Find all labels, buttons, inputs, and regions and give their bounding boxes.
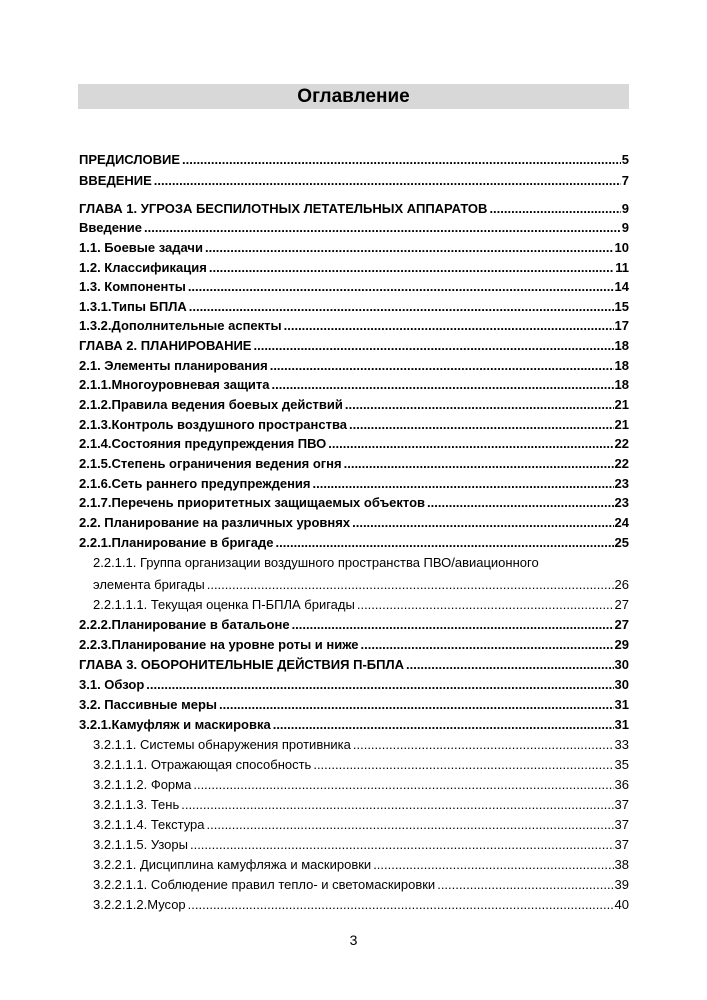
toc-entry-number: 2.1.5. — [79, 456, 112, 471]
toc-entry[interactable] — [79, 417, 629, 433]
toc-entry[interactable] — [93, 577, 629, 593]
toc-entry-title: 3.2.2.1.1. Соблюдение правил тепло- и светомаскировки — [93, 877, 436, 892]
toc-entry-page: 21 — [614, 417, 629, 432]
toc-entry[interactable] — [93, 757, 629, 773]
toc-entry-page: 23 — [614, 476, 629, 491]
toc-entry[interactable] — [79, 397, 629, 413]
toc-entry-page: 27 — [614, 617, 629, 632]
toc-entry-number: 2.2.1. — [79, 535, 112, 550]
toc-entry[interactable] — [79, 377, 629, 393]
toc-entry-page: 7 — [621, 173, 629, 188]
toc-entry-page: 30 — [614, 657, 629, 672]
toc-entry-title: 2.2. Планирование на различных уровнях — [79, 515, 351, 530]
dot-leader — [188, 279, 614, 295]
toc-entry-number: 1.3.1. — [79, 299, 112, 314]
toc-entry-title: Перечень приоритетных защищаемых объектов — [111, 495, 426, 510]
toc-entry-title: 3.2.2.1. Дисциплина камуфляжа и маскировки — [93, 857, 372, 872]
toc-entry-page: 23 — [614, 495, 629, 510]
toc-entry-title: элемента бригады — [93, 577, 205, 592]
toc-entry-page: 18 — [614, 358, 629, 373]
toc-entry-title: Планирование в батальоне — [111, 617, 290, 632]
toc-entry[interactable] — [93, 737, 629, 753]
toc-entry[interactable] — [79, 657, 629, 673]
toc-entry-title: 1.3. Компоненты — [79, 279, 186, 294]
toc-entry-title: 3.2.1.1.2. Форма — [93, 777, 192, 792]
toc-entry-title: Степень ограничения ведения огня — [111, 456, 342, 471]
toc-entry-number: 1.3.2. — [79, 318, 112, 333]
toc-entry[interactable] — [93, 777, 629, 793]
toc-entry[interactable] — [79, 456, 629, 472]
toc-entry-page: 31 — [614, 717, 629, 732]
dot-leader — [272, 377, 614, 393]
toc-entry-page: 26 — [614, 577, 629, 592]
toc-entry-title: 1.1. Боевые задачи — [79, 240, 203, 255]
toc-entry-text[interactable]: 2.2.1.1. Группа организации воздушного пространства ПВО/авиационного — [93, 555, 539, 570]
toc-entry-page: 25 — [614, 535, 629, 550]
dot-leader — [357, 597, 614, 613]
dot-leader — [345, 397, 614, 413]
toc-entry[interactable] — [93, 597, 629, 613]
toc-entry-title: Состояния предупреждения ПВО — [111, 436, 327, 451]
toc-entry[interactable] — [79, 476, 629, 492]
dot-leader — [349, 417, 614, 433]
dot-leader — [146, 677, 613, 693]
toc-entry-number: 2.1.4. — [79, 436, 112, 451]
toc-entry-page: 38 — [614, 857, 629, 872]
toc-entry-number: 2.1.2. — [79, 397, 112, 412]
toc-entry[interactable] — [79, 637, 629, 653]
toc-entry[interactable] — [79, 338, 629, 354]
toc-entry[interactable] — [79, 697, 629, 713]
toc-entry-title: Планирование в бригаде — [111, 535, 274, 550]
toc-entry-page: 17 — [614, 318, 629, 333]
dot-leader — [373, 857, 613, 873]
toc-entry-title: Правила ведения боевых действий — [111, 397, 343, 412]
toc-entry-title: Типы БПЛА — [111, 299, 187, 314]
dot-leader — [207, 577, 614, 593]
toc-entry-title: Контроль воздушного пространства — [111, 417, 347, 432]
toc-entry-title: Камуфляж и маскировка — [111, 717, 271, 732]
toc-entry-page: 29 — [614, 637, 629, 652]
dot-leader — [276, 535, 614, 551]
toc-entry[interactable] — [79, 495, 629, 511]
toc-entry-number: 2.1.1. — [79, 377, 112, 392]
toc-entry[interactable] — [79, 201, 629, 217]
toc-entry-page: 9 — [621, 201, 629, 216]
toc-entry[interactable] — [93, 857, 629, 873]
dot-leader — [270, 358, 614, 374]
toc-entry[interactable] — [93, 797, 629, 813]
dot-leader — [188, 897, 614, 913]
dot-leader — [219, 697, 614, 713]
dot-leader — [489, 201, 620, 217]
dot-leader — [154, 173, 621, 189]
toc-entry-page: 40 — [614, 897, 629, 912]
toc-entry-title: Мусор — [147, 897, 186, 912]
toc-entry-title: Введение — [79, 220, 142, 235]
toc-entry-title: ГЛАВА 1. УГРОЗА БЕСПИЛОТНЫХ ЛЕТАТЕЛЬНЫХ АППАРАТОВ — [79, 201, 488, 216]
toc-entry-number: 3.2.1. — [79, 717, 112, 732]
toc-entry[interactable] — [79, 436, 629, 452]
toc-entry-page: 27 — [614, 597, 629, 612]
dot-leader — [253, 338, 613, 354]
toc-entry-page: 18 — [614, 377, 629, 392]
toc-entry[interactable] — [79, 152, 629, 168]
toc-entry[interactable] — [79, 677, 629, 693]
toc-entry-page: 39 — [614, 877, 629, 892]
toc-entry-title: 1.2. Классификация — [79, 260, 207, 275]
toc-entry-page: 37 — [614, 797, 629, 812]
dot-leader — [328, 436, 613, 452]
toc-entry-page: 22 — [614, 436, 629, 451]
toc-entry-title: 2.2.1.1.1. Текущая оценка П-БПЛА бригады — [93, 597, 355, 612]
dot-leader — [292, 617, 614, 633]
dot-leader — [209, 260, 614, 276]
toc-entry[interactable] — [79, 717, 629, 733]
dot-leader — [181, 797, 613, 813]
toc-entry[interactable] — [79, 617, 629, 633]
toc-entry-title: 3.2.1.1.1. Отражающая способность — [93, 757, 312, 772]
toc-entry-title: Многоуровневая защита — [111, 377, 270, 392]
toc-entry[interactable] — [93, 897, 629, 913]
toc-entry-page: 31 — [614, 697, 629, 712]
dot-leader — [273, 717, 614, 733]
toc-entry[interactable] — [79, 318, 629, 334]
toc-entry-number: 3.2.2.1.2. — [93, 897, 148, 912]
toc-entry-page: 5 — [621, 152, 629, 167]
toc-entry-title: 3.1. Обзор — [79, 677, 145, 692]
toc-entry[interactable] — [79, 279, 629, 295]
toc-entry-page: 24 — [614, 515, 629, 530]
toc-entry-page: 15 — [614, 299, 629, 314]
toc-entry-page: 22 — [614, 456, 629, 471]
toc-entry[interactable] — [79, 260, 629, 276]
toc-entry-page: 30 — [614, 677, 629, 692]
dot-leader — [207, 817, 614, 833]
toc-entry-title: 3.2.1.1. Системы обнаружения противника — [93, 737, 351, 752]
toc-entry-title: 3.2. Пассивные меры — [79, 697, 217, 712]
toc-entry[interactable] — [79, 535, 629, 551]
toc-entry-page: 9 — [621, 220, 629, 235]
toc-entry-title: 3.2.1.1.3. Тень — [93, 797, 180, 812]
toc-entry-title: 3.2.1.1.4. Текстура — [93, 817, 205, 832]
toc-entry-title: 3.2.1.1.5. Узоры — [93, 837, 188, 852]
dot-leader — [437, 877, 613, 893]
toc-entry-page: 18 — [614, 338, 629, 353]
toc-entry[interactable] — [93, 877, 629, 893]
toc-entry-page: 36 — [614, 777, 629, 792]
toc-entry-number: 2.1.6. — [79, 476, 112, 491]
toc-entry-title: Дополнительные аспекты — [111, 318, 282, 333]
toc-entry[interactable] — [79, 220, 629, 236]
toc-entry-title: Планирование на уровне роты и ниже — [111, 637, 359, 652]
dot-leader — [427, 495, 614, 511]
toc-entry-title: ВВЕДЕНИЕ — [79, 173, 152, 188]
toc-entry[interactable] — [93, 817, 629, 833]
dot-leader — [361, 637, 614, 653]
dot-leader — [313, 757, 613, 773]
toc-entry[interactable] — [79, 240, 629, 256]
toc-entry[interactable] — [79, 173, 629, 189]
toc-entry[interactable] — [79, 515, 629, 531]
toc-entry-number: 2.2.2. — [79, 617, 112, 632]
toc-entry-title: ГЛАВА 2. ПЛАНИРОВАНИЕ — [79, 338, 252, 353]
toc-entry-number: 2.2.3. — [79, 637, 112, 652]
page-number: 3 — [349, 932, 358, 948]
toc-entry-page: 10 — [614, 240, 629, 255]
toc-entry[interactable] — [79, 358, 629, 374]
dot-leader — [205, 240, 614, 256]
toc-entry-title: ПРЕДИСЛОВИЕ — [79, 152, 180, 167]
toc-entry-title: ГЛАВА 3. ОБОРОНИТЕЛЬНЫЕ ДЕЙСТВИЯ П-БПЛА — [79, 657, 404, 672]
page-title: Оглавление — [297, 86, 410, 107]
toc-entry-page: 37 — [614, 837, 629, 852]
dot-leader — [144, 220, 621, 236]
toc-entry-page: 35 — [614, 757, 629, 772]
dot-leader — [182, 152, 621, 168]
dot-leader — [344, 456, 614, 472]
dot-leader — [190, 837, 614, 853]
toc-entry-page: 11 — [615, 260, 629, 275]
toc-entry-page: 21 — [614, 397, 629, 412]
toc-entry-title: Сеть раннего предупреждения — [111, 476, 311, 491]
dot-leader — [352, 515, 613, 531]
toc-entry-title: 2.1. Элементы планирования — [79, 358, 268, 373]
dot-leader — [193, 777, 613, 793]
toc-entry-page: 14 — [614, 279, 629, 294]
toc-entry-page: 37 — [614, 817, 629, 832]
toc-entry[interactable] — [93, 837, 629, 853]
dot-leader — [284, 318, 614, 334]
dot-leader — [406, 657, 614, 673]
dot-leader — [189, 299, 614, 315]
toc-entry-number: 2.1.7. — [79, 495, 112, 510]
toc-entry[interactable] — [79, 299, 629, 315]
dot-leader — [353, 737, 614, 753]
toc-entry-number: 2.1.3. — [79, 417, 112, 432]
toc-entry-page: 33 — [614, 737, 629, 752]
dot-leader — [313, 476, 614, 492]
